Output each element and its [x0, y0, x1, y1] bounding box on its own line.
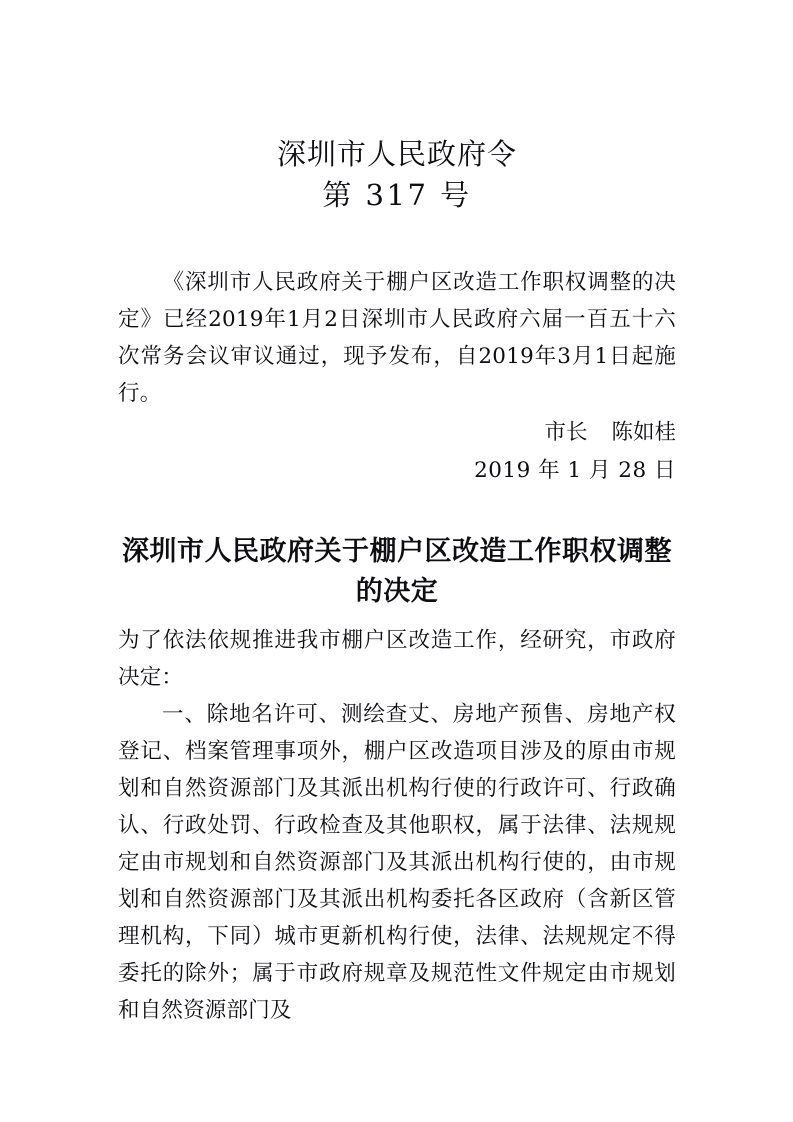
- signature-date: 2019 年 1 月 28 日: [474, 458, 676, 483]
- decree-number-line: 第 317 号: [322, 178, 472, 212]
- decree-title-line-1: 深圳市人民政府令: [276, 137, 517, 171]
- promulgation-paragraph: [118, 264, 676, 412]
- body-paragraph-2: 一、除地名许可、测绘查丈、房地产预售、房地产权登记、档案管理事项外，棚户区改造项目涉及的原由市规划和自然资源部门及其派出机构行使的行政许可、行政确认、行政处罚、行政检查及其他职权，属于法律、法规规定由市规划和自然资源部门及其派出机构行使的，由市规划和自然资源部门及其派出机构委托各区政府（含新区管理机构，下同）城市更新机构行使，法律、法规规定不得委托的除外；属于市政府规章及规范性文件规定由市规划和自然资源部门及: [118, 702, 676, 1023]
- decision-heading: 深圳市人民政府关于棚户区改造工作职权调整的决定: [122, 536, 672, 607]
- signature-name-line: [118, 414, 676, 452]
- signature-block: [118, 414, 676, 490]
- mayor-name: 陈如桂: [611, 420, 676, 445]
- mayor-role-label: 市长: [544, 420, 588, 445]
- decree-title-block: [118, 134, 676, 216]
- document-body: [118, 622, 676, 1029]
- promulgation-text: 《深圳市人民政府关于棚户区改造工作职权调整的决定》已经2019年1月2日深圳市人民政府六届一百五十六次常务会议审议通过，现予发布，自2019年3月1日起施行。: [118, 270, 676, 406]
- body-paragraph-1: 为了依法依规推进我市棚户区改造工作，经研究，市政府决定：: [118, 628, 676, 690]
